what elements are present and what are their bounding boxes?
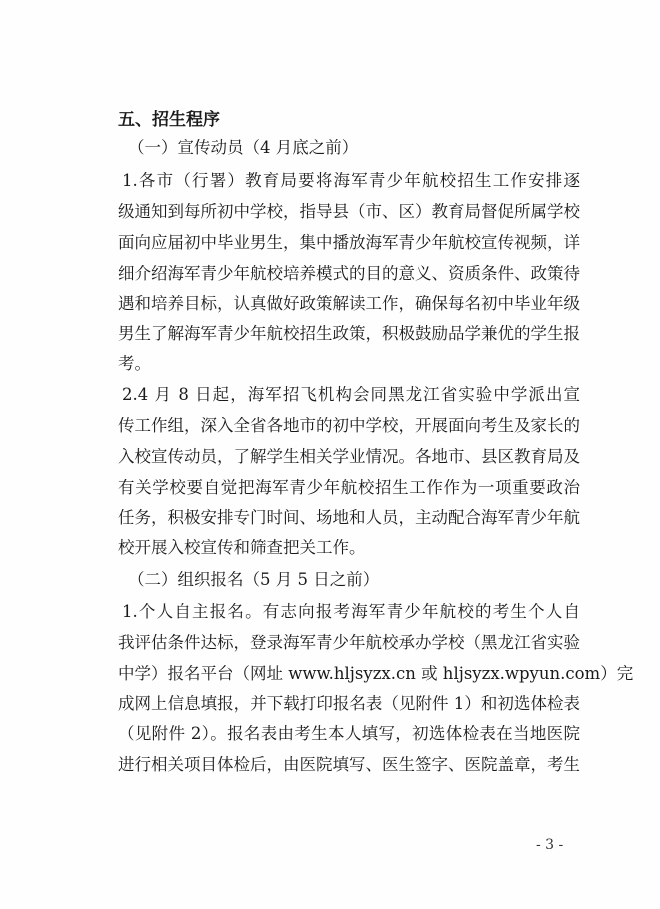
paragraph-line: 级通知到每所初中学校，指导县（市、区）教育局督促所属学校 xyxy=(118,202,580,221)
paragraph-line: 入校宣传动员，了解学生相关学业情况。各地市、县区教育局及 xyxy=(118,447,580,466)
paragraph-line: 男生了解海军青少年航校招生政策，积极鼓励品学兼优的学生报 xyxy=(118,324,580,343)
section-heading: 五、招生程序 xyxy=(118,110,220,130)
paragraph-line: （见附件 2）。报名表由考生本人填写，初选体检表在当地医院 xyxy=(118,724,580,743)
paragraph-line: 1.各市（行署）教育局要将海军青少年航校招生工作安排逐 xyxy=(122,171,580,190)
paragraph-line: 遇和培养目标，认真做好政策解读工作，确保每名初中毕业年级 xyxy=(118,294,580,313)
paragraph-line: 有关学校要自觉把海军青少年航校招生工作作为一项重要政治 xyxy=(118,478,580,497)
paragraph-line: 任务，积极安排专门时间、场地和人员，主动配合海军青少年航 xyxy=(118,508,580,527)
page-number: - 3 - xyxy=(536,837,564,853)
paragraph-line: 中学）报名平台（网址 www.hljsyzx.cn 或 hljsyzx.wpyun.com）完 xyxy=(118,664,634,683)
subsection-1-title: （一）宣传动员（4 月底之前） xyxy=(128,138,359,157)
paragraph-line: 成网上信息填报，并下载打印报名表（见附件 1）和初选体检表 xyxy=(118,694,580,713)
subsection-2-title: （二）组织报名（5 月 5 日之前） xyxy=(128,570,380,589)
paragraph-line: 2.4 月 8 日起，海军招飞机构会同黑龙江省实验中学派出宣 xyxy=(122,385,580,404)
paragraph-line: 面向应届初中毕业男生，集中播放海军青少年航校宣传视频，详 xyxy=(118,233,580,252)
paragraph-line: 进行相关项目体检后，由医院填写、医生签字、医院盖章，考生 xyxy=(118,755,580,774)
paragraph-line: 考。 xyxy=(118,354,151,373)
paragraph-line: 细介绍海军青少年航校培养模式的目的意义、资质条件、政策待 xyxy=(118,264,580,283)
paragraph-line: 我评估条件达标，登录海军青少年航校承办学校（黑龙江省实验 xyxy=(118,633,580,652)
paragraph-line: 校开展入校宣传和筛查把关工作。 xyxy=(118,538,366,557)
paragraph-line: 传工作组，深入全省各地市的初中学校，开展面向考生及家长的 xyxy=(118,416,580,435)
paragraph-line: 1.个人自主报名。有志向报考海军青少年航校的考生个人自 xyxy=(122,602,580,621)
